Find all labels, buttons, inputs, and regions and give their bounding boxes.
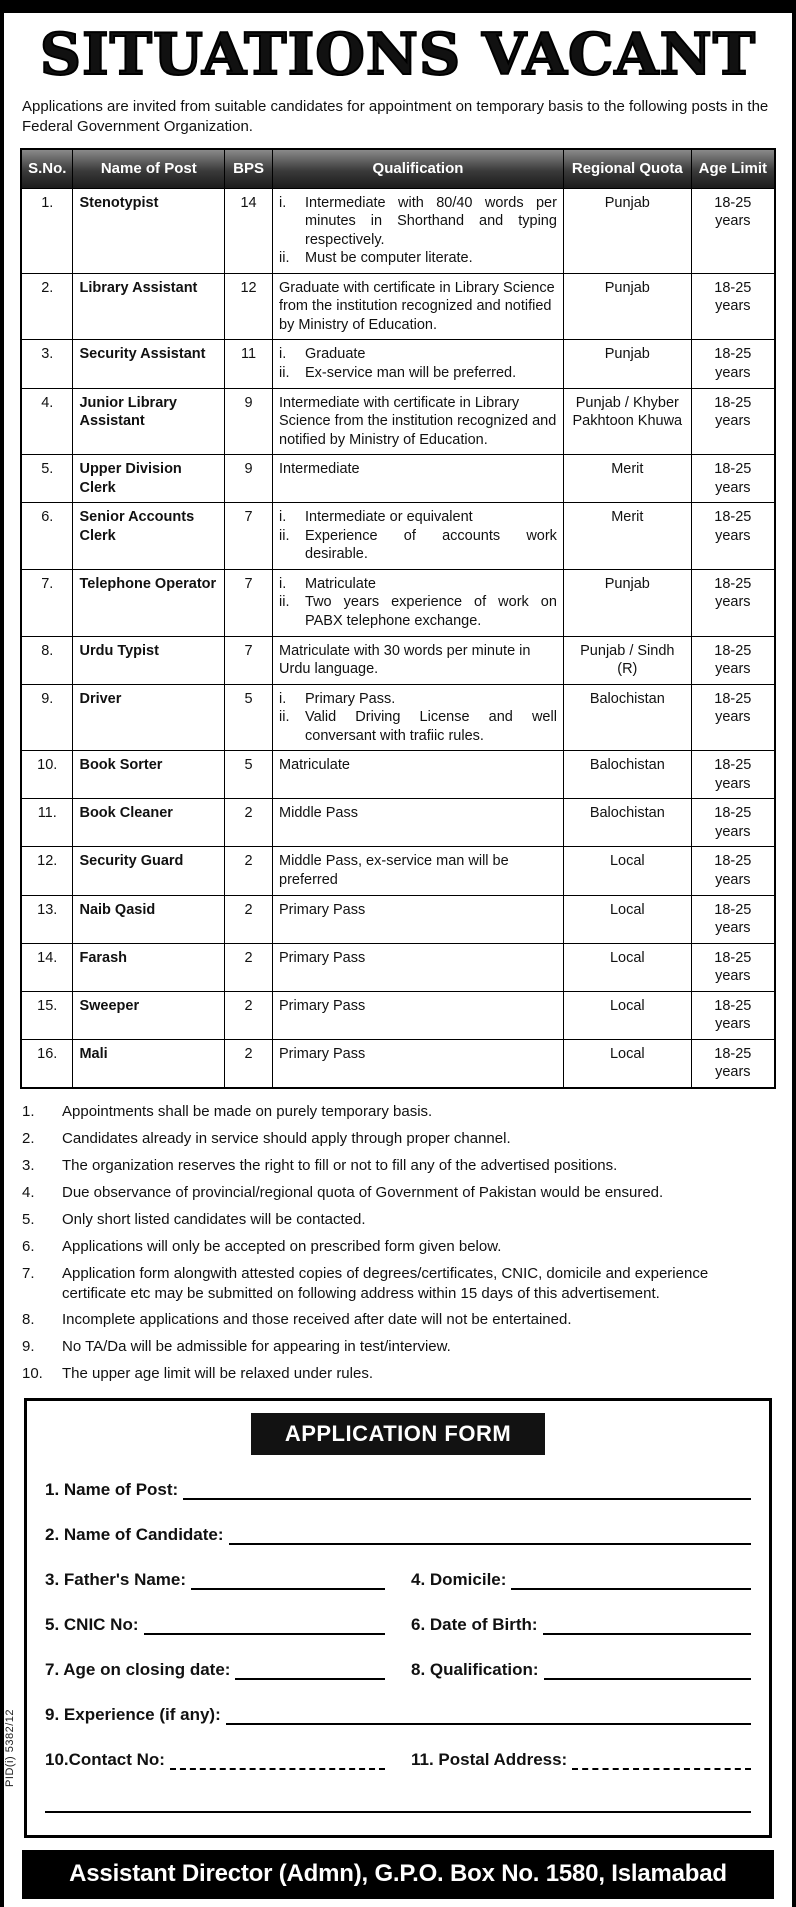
form-field <box>411 1750 751 1770</box>
note-item <box>22 1237 774 1257</box>
cell-sno: 3. <box>21 340 73 388</box>
note-item <box>22 1337 774 1357</box>
note-number: 7. <box>22 1264 35 1282</box>
qualification-item-text: Intermediate with 80/40 words per minutes in Shorthand and typing respectively. <box>305 194 557 248</box>
cell-qualification <box>273 273 564 340</box>
qualification-item <box>279 593 557 630</box>
table-row <box>21 943 775 991</box>
table-row <box>21 799 775 847</box>
form-field-label: 8. Qualification: <box>411 1660 539 1680</box>
table-header-cell-qualification: Qualification <box>273 149 564 188</box>
form-row <box>45 1750 751 1770</box>
cell-post: Urdu Typist <box>73 636 225 684</box>
cell-quota: Local <box>563 1039 691 1088</box>
note-number: 6. <box>22 1237 35 1255</box>
form-field-label: 1. Name of Post: <box>45 1480 179 1500</box>
qualification-item-text: Graduate <box>305 346 366 363</box>
qualification-item-text: Ex-service man will be preferred. <box>305 365 517 381</box>
cell-age: 18-25 years <box>691 943 775 991</box>
qualification-item-text: Intermediate or equivalent <box>305 509 473 526</box>
table-row <box>21 684 775 751</box>
qualification-item: Primary Pass <box>279 997 366 1014</box>
cell-bps: 5 <box>225 684 273 751</box>
cell-sno: 16. <box>21 1039 73 1088</box>
qualification-item-text: Primary Pass. <box>305 690 396 707</box>
form-field-line <box>226 1707 751 1725</box>
table-row <box>21 1039 775 1088</box>
cell-bps: 12 <box>225 273 273 340</box>
note-text: No TA/Da will be admissible for appearing in test/interview. <box>62 1338 451 1356</box>
form-field <box>411 1615 751 1635</box>
form-field-line <box>544 1662 751 1680</box>
cell-sno: 4. <box>21 388 73 455</box>
qualification-item: Intermediate <box>279 461 360 478</box>
footer-banner: Assistant Director (Admn), G.P.O. Box No. 1580, Islamabad <box>22 1850 774 1899</box>
posts-table-header <box>21 149 775 188</box>
intro-text: Applications are invited from suitable candidates for appointment on temporary basis to the following posts in the Federal Government Organization. <box>22 97 769 135</box>
form-field <box>45 1615 385 1635</box>
note-number: 10. <box>22 1365 43 1383</box>
note-text: Due observance of provincial/regional quota of Government of Pakistan would be ensured. <box>62 1183 664 1201</box>
cell-qualification <box>273 340 564 388</box>
form-field-line <box>543 1617 751 1635</box>
table-header-cell-sno: S.No. <box>21 149 73 188</box>
cell-bps: 2 <box>225 1039 273 1088</box>
cell-quota: Punjab <box>563 273 691 340</box>
cell-sno: 12. <box>21 847 73 895</box>
cell-quota: Punjab <box>563 188 691 273</box>
cell-age: 18-25 years <box>691 188 775 273</box>
cell-bps: 2 <box>225 943 273 991</box>
note-text: Incomplete applications and those received after date will not be entertained. <box>62 1311 572 1329</box>
note-item <box>22 1210 774 1230</box>
cell-quota: Punjab / Khyber Pakhtoon Khuwa <box>563 388 691 455</box>
cell-sno: 8. <box>21 636 73 684</box>
cell-sno: 2. <box>21 273 73 340</box>
qualification-item-number: ii. <box>279 365 290 381</box>
table-header-cell-quota: Regional Quota <box>563 149 691 188</box>
qualification-item-text: Two years experience of work on PABX telephone exchange. <box>305 594 557 630</box>
cell-sno: 13. <box>21 895 73 943</box>
form-field-label: 10.Contact No: <box>45 1750 165 1770</box>
note-text: The upper age limit will be relaxed under rules. <box>62 1365 373 1383</box>
note-number: 5. <box>22 1210 35 1228</box>
cell-quota: Merit <box>563 503 691 570</box>
cell-quota: Balochistan <box>563 684 691 751</box>
qualification-item-text: Valid Driving License and well conversant with trafiic rules. <box>305 709 557 744</box>
note-item <box>22 1264 774 1304</box>
qualification-item-text: Matriculate <box>305 575 376 592</box>
table-row <box>21 847 775 895</box>
cell-quota: Balochistan <box>563 799 691 847</box>
form-field-line <box>511 1572 751 1590</box>
qualification-item: Middle Pass <box>279 805 358 822</box>
table-row <box>21 991 775 1039</box>
note-number: 2. <box>22 1129 35 1147</box>
qualification-item: Graduate with certificate in Library Science from the institution recognized and notified by Ministry of Education. <box>279 279 555 333</box>
table-header-cell-age: Age Limit <box>691 149 775 188</box>
qualification-item-text: Experience of accounts work desirable. <box>305 527 557 563</box>
cell-age: 18-25 years <box>691 895 775 943</box>
cell-age: 18-25 years <box>691 1039 775 1088</box>
cell-sno: 1. <box>21 188 73 273</box>
table-header-cell-post: Name of Post <box>73 149 225 188</box>
qualification-item-number: ii. <box>279 250 290 267</box>
cell-age: 18-25 years <box>691 569 775 636</box>
qualification-item-number: i. <box>279 509 287 526</box>
table-row <box>21 569 775 636</box>
cell-qualification <box>273 684 564 751</box>
note-number: 3. <box>22 1156 35 1174</box>
cell-sno: 9. <box>21 684 73 751</box>
cell-bps: 7 <box>225 503 273 570</box>
qualification-item <box>279 249 557 268</box>
qualification-item-number: i. <box>279 690 287 707</box>
cell-post: Security Assistant <box>73 340 225 388</box>
table-row <box>21 340 775 388</box>
qualification-item <box>279 345 557 364</box>
cell-post: Sweeper <box>73 991 225 1039</box>
cell-qualification <box>273 188 564 273</box>
cell-quota: Balochistan <box>563 751 691 799</box>
table-row <box>21 636 775 684</box>
note-text: The organization reserves the right to fill or not to fill any of the advertised positions. <box>62 1156 618 1174</box>
qualification-item: Primary Pass <box>279 1045 366 1062</box>
note-number: 4. <box>22 1183 35 1201</box>
form-title: APPLICATION FORM <box>251 1413 545 1455</box>
cell-post: Driver <box>73 684 225 751</box>
form-field <box>45 1750 385 1770</box>
form-field-label: 7. Age on closing date: <box>45 1660 231 1680</box>
qualification-item: Primary Pass <box>279 901 366 918</box>
note-number: 1. <box>22 1102 35 1120</box>
note-number: 9. <box>22 1338 35 1356</box>
cell-post: Naib Qasid <box>73 895 225 943</box>
cell-post: Farash <box>73 943 225 991</box>
table-row <box>21 188 775 273</box>
cell-bps: 2 <box>225 991 273 1039</box>
note-item <box>22 1129 774 1149</box>
cell-qualification <box>273 1039 564 1088</box>
cell-quota: Punjab <box>563 569 691 636</box>
cell-post: Book Sorter <box>73 751 225 799</box>
form-field-label: 6. Date of Birth: <box>411 1615 538 1635</box>
cell-age: 18-25 years <box>691 684 775 751</box>
table-header-row <box>21 149 775 188</box>
cell-qualification <box>273 895 564 943</box>
cell-age: 18-25 years <box>691 751 775 799</box>
posts-table <box>20 148 776 1089</box>
cell-qualification <box>273 943 564 991</box>
form-field-label: 4. Domicile: <box>411 1570 507 1590</box>
cell-bps: 7 <box>225 636 273 684</box>
form-field-line <box>572 1752 751 1770</box>
page-title: SITUATIONS VACANT <box>39 21 757 88</box>
cell-post: Upper Division Clerk <box>73 455 225 503</box>
form-field-label: 5. CNIC No: <box>45 1615 139 1635</box>
cell-post: Security Guard <box>73 847 225 895</box>
cell-bps: 5 <box>225 751 273 799</box>
cell-age: 18-25 years <box>691 991 775 1039</box>
note-item <box>22 1364 774 1384</box>
cell-post: Book Cleaner <box>73 799 225 847</box>
form-row <box>45 1480 751 1500</box>
cell-bps: 2 <box>225 895 273 943</box>
cell-sno: 14. <box>21 943 73 991</box>
qualification-item: Middle Pass, ex-service man will be preferred <box>279 853 509 889</box>
form-field-line <box>144 1617 386 1635</box>
notes-list <box>22 1102 774 1384</box>
form-field-label: 2. Name of Candidate: <box>45 1525 224 1545</box>
note-text: Appointments shall be made on purely temporary basis. <box>62 1102 433 1120</box>
form-field-line <box>235 1662 385 1680</box>
table-row <box>21 455 775 503</box>
cell-post: Senior Accounts Clerk <box>73 503 225 570</box>
cell-post: Junior Library Assistant <box>73 388 225 455</box>
table-row <box>21 895 775 943</box>
form-row <box>45 1570 751 1590</box>
qualification-item <box>279 690 557 709</box>
note-text: Application form alongwith attested copies of degrees/certificates, CNIC, domicile and experience certificate etc may be submitted on following address within 15 days of this advertisement. <box>62 1264 709 1302</box>
cell-age: 18-25 years <box>691 799 775 847</box>
cell-sno: 10. <box>21 751 73 799</box>
qualification-item-number: i. <box>279 575 287 592</box>
cell-qualification <box>273 991 564 1039</box>
form-field-label: 9. Experience (if any): <box>45 1705 221 1725</box>
table-row <box>21 388 775 455</box>
qualification-item-number: i. <box>279 194 287 211</box>
qualification-item <box>279 708 557 745</box>
qualification-item: Matriculate <box>279 757 350 774</box>
form-field <box>45 1705 751 1725</box>
cell-qualification <box>273 388 564 455</box>
cell-sno: 5. <box>21 455 73 503</box>
form-field <box>45 1525 751 1545</box>
qualification-item-number: ii. <box>279 594 290 611</box>
cell-sno: 7. <box>21 569 73 636</box>
cell-quota: Local <box>563 943 691 991</box>
cell-qualification <box>273 569 564 636</box>
form-field-label: 3. Father's Name: <box>45 1570 187 1590</box>
form-field-line <box>183 1482 751 1500</box>
qualification-item <box>279 527 557 564</box>
cell-sno: 15. <box>21 991 73 1039</box>
cell-age: 18-25 years <box>691 340 775 388</box>
cell-quota: Merit <box>563 455 691 503</box>
form-row <box>45 1615 751 1635</box>
note-item <box>22 1156 774 1176</box>
form-row <box>45 1660 751 1680</box>
form-blank-line <box>45 1795 751 1813</box>
cell-age: 18-25 years <box>691 636 775 684</box>
cell-post: Library Assistant <box>73 273 225 340</box>
posts-table-body <box>21 188 775 1088</box>
cell-post: Telephone Operator <box>73 569 225 636</box>
qualification-item: Intermediate with certificate in Library Science from the institution recognized and notified by Ministry of Education. <box>279 394 557 448</box>
qualification-item: Primary Pass <box>279 949 366 966</box>
note-text: Applications will only be accepted on prescribed form given below. <box>62 1237 502 1255</box>
form-field <box>45 1570 385 1590</box>
cell-age: 18-25 years <box>691 273 775 340</box>
form-row <box>45 1705 751 1725</box>
form-row <box>45 1525 751 1545</box>
form-field-line <box>191 1572 385 1590</box>
cell-quota: Local <box>563 847 691 895</box>
cell-bps: 11 <box>225 340 273 388</box>
cell-qualification <box>273 799 564 847</box>
cell-sno: 6. <box>21 503 73 570</box>
table-row <box>21 751 775 799</box>
note-item <box>22 1183 774 1203</box>
table-row <box>21 503 775 570</box>
cell-bps: 2 <box>225 847 273 895</box>
cell-age: 18-25 years <box>691 503 775 570</box>
cell-age: 18-25 years <box>691 455 775 503</box>
qualification-item <box>279 364 557 383</box>
note-text: Candidates already in service should apply through proper channel. <box>62 1129 511 1147</box>
cell-qualification <box>273 455 564 503</box>
form-field <box>45 1660 385 1680</box>
cell-qualification <box>273 636 564 684</box>
cell-quota: Punjab / Sindh (R) <box>563 636 691 684</box>
cell-qualification <box>273 503 564 570</box>
qualification-item <box>279 575 557 594</box>
qualification-item: Matriculate with 30 words per minute in Urdu language. <box>279 642 531 678</box>
application-form <box>24 1398 772 1838</box>
cell-sno: 11. <box>21 799 73 847</box>
qualification-item-number: ii. <box>279 709 290 726</box>
cell-quota: Local <box>563 991 691 1039</box>
form-field-line <box>170 1752 385 1770</box>
form-title-wrap <box>45 1413 751 1455</box>
form-field-line <box>229 1527 751 1545</box>
qualification-item <box>279 194 557 250</box>
cell-quota: Local <box>563 895 691 943</box>
cell-qualification <box>273 751 564 799</box>
cell-bps: 7 <box>225 569 273 636</box>
form-field <box>411 1660 751 1680</box>
note-item <box>22 1102 774 1122</box>
note-item <box>22 1310 774 1330</box>
qualification-item-text: Must be computer literate. <box>305 250 473 267</box>
qualification-item-number: ii. <box>279 527 290 544</box>
cell-age: 18-25 years <box>691 847 775 895</box>
cell-bps: 9 <box>225 455 273 503</box>
form-field-label: 11. Postal Address: <box>411 1750 568 1770</box>
note-text: Only short listed candidates will be contacted. <box>62 1210 366 1228</box>
form-row <box>45 1795 751 1813</box>
cell-age: 18-25 years <box>691 388 775 455</box>
table-row <box>21 273 775 340</box>
form-field <box>411 1570 751 1590</box>
cell-bps: 2 <box>225 799 273 847</box>
pid-code: PID(i) 5382/12 <box>4 1709 16 1788</box>
qualification-item <box>279 508 557 527</box>
form-field <box>45 1480 751 1500</box>
cell-quota: Punjab <box>563 340 691 388</box>
cell-bps: 9 <box>225 388 273 455</box>
cell-post: Stenotypist <box>73 188 225 273</box>
cell-qualification <box>273 847 564 895</box>
cell-post: Mali <box>73 1039 225 1088</box>
form-rows <box>45 1480 751 1813</box>
qualification-item-number: i. <box>279 346 287 363</box>
table-header-cell-bps: BPS <box>225 149 273 188</box>
note-number: 8. <box>22 1311 35 1329</box>
cell-bps: 14 <box>225 188 273 273</box>
